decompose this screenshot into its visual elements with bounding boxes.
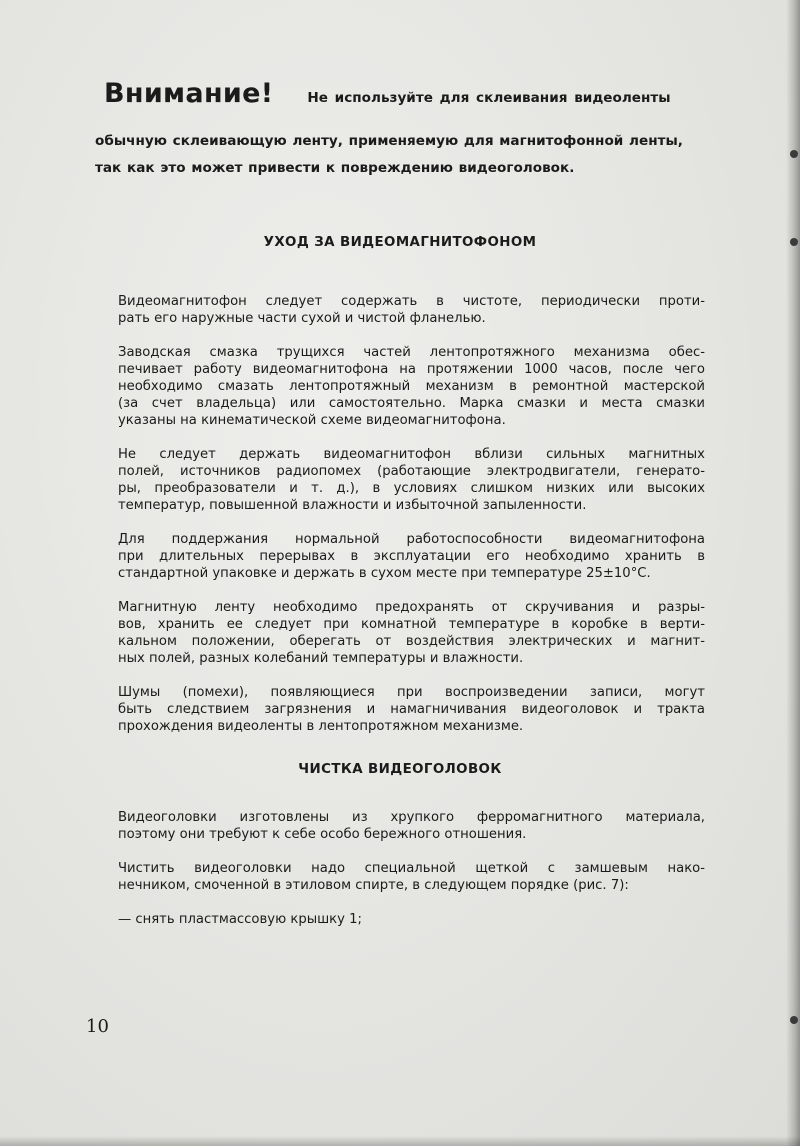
text-line: — снять пластмассовую крышку 1; (118, 912, 362, 927)
text-line: Для поддержания нормальной работоспособности видеомагнитофона (118, 532, 705, 547)
text-line: ных полей, разных колебаний температуры и влажности. (118, 651, 524, 666)
text-line: быть следствием загрязнения и намагничивания видеоголовок и тракта (118, 702, 705, 717)
section-head-cleaning-body (96, 809, 705, 945)
text-line: кальном положении, оберегать от воздействия электрических и магнит- (118, 634, 705, 649)
section-heading-care: УХОД ЗА ВИДЕОМАГНИТОФОНОМ (263, 235, 537, 250)
text-line: прохождения видеоленты в лентопротяжном механизме. (118, 719, 524, 734)
text-line: необходимо смазать лентопротяжный механизм в ремонтной мастерской (118, 379, 705, 394)
text-line: указаны на кинематической схеме видеомагнитофона. (118, 413, 506, 428)
warning-text-line: так как это может привести к повреждению видеоголовок. (95, 160, 575, 176)
text-line: температур, повышенной влажности и избыточной запыленности. (118, 498, 587, 513)
text-line: печивает работу видеомагнитофона на протяжении 1000 часов, после чего (118, 362, 705, 377)
text-line: стандартной упаковке и держать в сухом месте при температуре 25±10°С. (118, 566, 651, 581)
warning-first-line (95, 78, 725, 122)
paragraph (96, 809, 705, 843)
page-bottom-shadow (0, 1136, 800, 1146)
text-line: Видеомагнитофон следует содержать в чистоте, периодически проти- (118, 294, 705, 309)
text-line: Не следует держать видеомагнитофон вблизи сильных магнитных (118, 447, 705, 462)
paragraph (96, 446, 705, 514)
page-edge-shadow (786, 0, 800, 1146)
warning-title: Внимание! (104, 78, 274, 109)
text-line: поэтому они требуют к себе особо бережного отношения. (118, 827, 527, 842)
text-line: полей, источников радиопомех (работающие электродвигатели, генерато- (118, 464, 705, 479)
text-line: при длительных перерывах в эксплуатации его необходимо хранить в (118, 549, 705, 564)
text-line: (за счет владельца) или самостоятельно. Марка смазки и места смазки (118, 396, 705, 411)
text-line: рать его наружные части сухой и чистой фланелью. (118, 311, 486, 326)
section-heading-head-cleaning: ЧИСТКА ВИДЕОГОЛОВОК (298, 762, 502, 777)
paragraph (96, 860, 705, 894)
paragraph (96, 684, 705, 735)
text-line: Магнитную ленту необходимо предохранять от скручивания и разры- (118, 600, 705, 615)
paragraph (96, 344, 705, 429)
paragraph (96, 531, 705, 582)
warning-notice (95, 78, 725, 176)
paragraph (96, 293, 705, 327)
text-line: нечником, смоченной в этиловом спирте, в следующем порядке (рис. 7): (118, 878, 629, 893)
text-line: Видеоголовки изготовлены из хрупкого ферромагнитного материала, (118, 810, 705, 825)
binding-hole-mark (790, 1016, 798, 1024)
section-care-body (96, 293, 705, 752)
text-line: ры, преобразователи и т. д.), в условиях слишком низких или высоких (118, 481, 705, 496)
paragraph (96, 599, 705, 667)
warning-text-line: обычную склеивающую ленту, применяемую для магнитофонной ленты, (95, 133, 683, 149)
binding-hole-mark (790, 150, 798, 158)
list-item (96, 911, 705, 928)
warning-text-line: Не используйте для склеивания видеоленты (307, 90, 671, 106)
text-line: вов, хранить ее следует при комнатной температуре в коробке в верти- (118, 617, 705, 632)
text-line: Шумы (помехи), появляющиеся при воспроизведении записи, могут (118, 685, 705, 700)
page-number: 10 (86, 1016, 109, 1037)
text-line: Заводская смазка трущихся частей лентопротяжного механизма обес- (118, 345, 705, 360)
text-line: Чистить видеоголовки надо специальной щеткой с замшевым нако- (118, 861, 705, 876)
